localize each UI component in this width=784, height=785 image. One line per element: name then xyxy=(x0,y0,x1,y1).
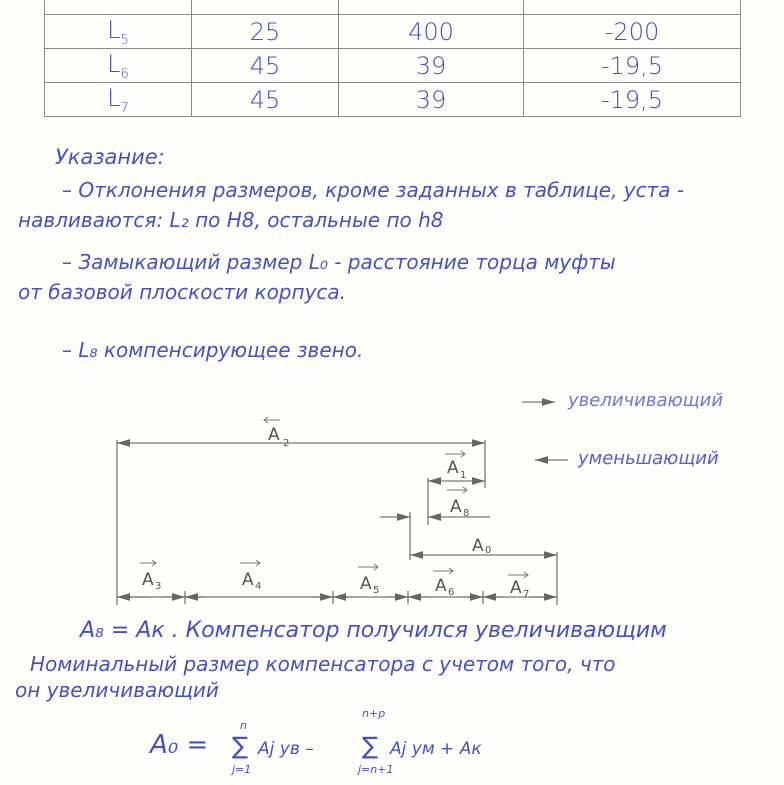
cell: 25 xyxy=(192,15,339,49)
note-line: – L₈ компенсирующее звено. xyxy=(62,338,364,362)
cell: -200 xyxy=(524,15,741,49)
sum1-top: n xyxy=(240,719,247,732)
label-a2-sub: 2 xyxy=(283,438,290,449)
formula-term2: Aj ум + Aк xyxy=(390,739,482,759)
legend-decreasing: уменьшающий xyxy=(578,448,719,469)
notes-heading: Указание: xyxy=(55,145,165,169)
label-a4: A xyxy=(242,570,254,590)
sum2-bottom: j=n+1 xyxy=(358,763,394,776)
label-a8-sub: 8 xyxy=(463,508,470,519)
cell: -19,5 xyxy=(524,83,741,117)
legend-increasing: увеличивающий xyxy=(568,390,724,411)
link-index: 5 xyxy=(120,32,129,48)
conclusion-line: он увеличивающий xyxy=(15,678,219,702)
label-a6: A xyxy=(435,576,447,596)
label-a8: A xyxy=(450,497,462,517)
note-line: – Отклонения размеров, кроме заданных в таблице, уста - xyxy=(62,178,685,202)
link-name: L xyxy=(107,15,121,44)
label-a3: A xyxy=(142,570,154,590)
cell: 39 xyxy=(339,49,524,83)
label-a2: A xyxy=(268,425,280,445)
cell: 45 xyxy=(192,83,339,117)
conclusion-line: A₈ = Aк . Компенсатор получился увеличивающим xyxy=(80,618,667,643)
note-line: от базовой плоскости корпуса. xyxy=(18,280,347,304)
sum-symbol: ∑ xyxy=(232,732,249,760)
formula-term1: Aj ув – xyxy=(258,739,314,759)
label-a4-sub: 4 xyxy=(255,581,262,592)
label-a0-sub: 0 xyxy=(485,545,492,556)
link-index: 6 xyxy=(120,66,129,82)
link-index: 7 xyxy=(120,100,129,116)
compensator-formula xyxy=(150,705,550,785)
conclusion-line: Номинальный размер компенсатора с учетом того, что xyxy=(30,652,616,676)
cell: 45 xyxy=(192,49,339,83)
label-a0: A xyxy=(472,536,484,556)
sum-symbol: ∑ xyxy=(362,732,379,760)
formula-lhs: A₀ = xyxy=(150,730,209,760)
cell: 39 xyxy=(339,83,524,117)
sum2-top: n+p xyxy=(362,707,386,720)
note-line: навливаются: L₂ по H8, остальные по h8 xyxy=(18,208,444,232)
cell: 400 xyxy=(339,15,524,49)
label-a5-sub: 5 xyxy=(373,585,380,596)
label-a1-sub: 1 xyxy=(460,470,467,481)
link-name: L xyxy=(107,83,121,112)
label-a6-sub: 6 xyxy=(448,587,455,598)
label-a5: A xyxy=(360,574,372,594)
note-line: – Замыкающий размер L₀ - расстояние торца муфты xyxy=(62,250,616,274)
sum1-bottom: j=1 xyxy=(232,763,252,776)
link-name: L xyxy=(107,49,121,78)
cell: -19,5 xyxy=(524,49,741,83)
label-a7-sub: 7 xyxy=(523,589,530,600)
label-a7: A xyxy=(510,578,522,598)
label-a3-sub: 3 xyxy=(155,581,162,592)
label-a1: A xyxy=(447,458,459,478)
